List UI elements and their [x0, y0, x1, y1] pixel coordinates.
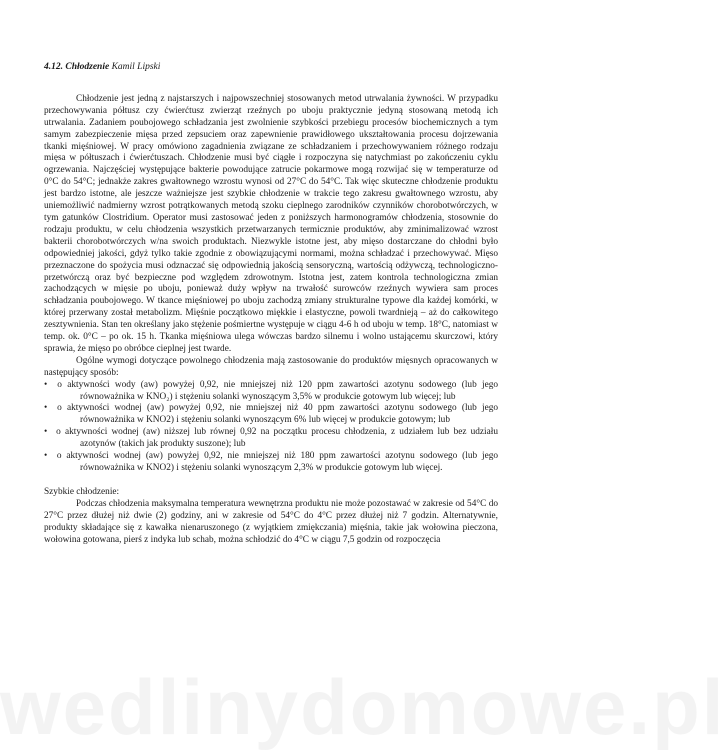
list-item-text: o aktywności wodnej (aw) powyżej 0,92, nie mniejszej niż 180 ppm zawartości azotynu sodowego (lub jego równoważnika w KNO2) i stężeniu solanki wynoszącym 2,3% w produkcie gotowym lub więcej.	[56, 451, 498, 473]
bullet-icon: •	[44, 403, 48, 414]
requirements-intro-paragraph: Ogólne wymogi dotyczące powolnego chłodzenia mają zastosowanie do produktów mięsnych opracowanych w następujący sposób:	[44, 355, 498, 378]
section-title: Chłodzenie	[65, 62, 110, 72]
list-item-text: o aktywności wodnej (aw) niższej lub równej 0,92 na początku procesu chłodzenia, z udziałem lub bez udziału azotynów (takich jak produkty suszone); lub	[56, 427, 498, 450]
list-item	[44, 403, 498, 427]
list-item	[44, 451, 498, 475]
bullet-icon: •	[44, 427, 48, 438]
section-heading	[44, 62, 498, 74]
watermark-text: wedlinydomowe.pl	[0, 663, 725, 751]
final-paragraph: Podczas chłodzenia maksymalna temperatura wewnętrzna produktu nie może pozostawać w zakresie od 54°C do 27°C przez dłużej niż dwie (2) godziny, ani w zakresie od 54°C do 4°C przez dłużej niż 7 godzin. Alternatywnie, produkty składające się z kawałka nienaruszonego (z wyjątkiem zmiękczania) mięśnia, takie jak wołowina pieczona, wołowina gotowana, pierś z indyka lub schab, można schłodzić do 4°C w ciągu 7,5 godzin od rozpoczęcia	[44, 498, 498, 545]
subheading: Szybkie chłodzenie:	[44, 486, 120, 497]
document-page	[44, 62, 498, 546]
requirements-list	[44, 380, 498, 475]
list-item-text: o aktywności wody (aw) powyżej 0,92, nie mniejszej niż 120 ppm zawartości azotynu sodowego (lub jego równoważnika w KNO₂) i stężeniu solanki wynoszącym 3,5% w produkcie gotowym lub więcej; lub	[57, 379, 499, 402]
intro-paragraph: Chłodzenie jest jedną z najstarszych i najpowszechniej stosowanych metod utrwalania żywności. W przypadku przechowywania półtusz czy ćwierćtusz zwierząt rzeźnych po uboju praktycznie jedyną stosowaną metodą ich utrwalania. Zadaniem poubojowego schładzania jest zwolnienie szybkości przebiegu procesów biochemicznych a tym samym zabezpieczenie mięsa przed zepsuciem oraz zapewnienie prawidłowego ukształtowania procesu dojrzewania tkanki mięśniowej. W pracy omówiono zagadnienia związane ze schładzaniem i przechowywaniem różnego rodzaju mięsa w półtuszach i ćwierćtuszach. Chłodzenie musi być ciągłe i rozpoczyna się natychmiast po zakończeniu cyklu ogrzewania. Najczęściej występujące bakterie powodujące zatrucie pokarmowe mogą rozwijać się w temperaturze od 0°C do 54°C; jednakże zakres gwałtownego wzrostu wynosi od 27°C do 54°C. Tak więc skuteczne chłodzenie produktu jest bardzo istotne, ale jeszcze ważniejsze jest szybkie chłodzenie w trakcie tego zakresu gwałtownego wzrostu, aby uniemożliwić nadmierny wzrost potrątkowanych metodą szoku cieplnego zarodników czynników chorobotwórczych, w tym gatunków Clostridium. Operator musi zastosować jeden z poniższych harmonogramów chłodzenia, stosownie do rodzaju produktu, w celu chłodzenia wszystkich przetwarzanych termicznie produktów, aby zminimalizować wzrost bakterii chorobotwórczych w/na swoich produktach. Niezwykle istotne jest, aby mięso dostarczane do chłodni było odpowiedniej jakości, gdyż tylko takie zgodnie z obowiązującymi normami, można schładzać i przechowywać. Mięso przeznaczone do spożycia musi odznaczać się odpowiednią jakością sensoryczną, wartością odżywczą, technologiczno-przetwórczą oraz być bezpieczne pod względem zdrowotnym. Istotna jest, zatem kontrola technologiczna zmian zachodzących w mięsie po uboju, ponieważ duży wpływ na trwałość surowców rzeźnych wywiera sam proces schładzania poubojowego. W tkance mięśniowej po uboju zachodzą zmiany strukturalne typowe dla każdej komórki, w której przerwany został metabolizm. Mięśnie początkowo miękkie i elastyczne, powoli twardnieją – aż do całkowitego zesztywnienia. Stan ten określany jako stężenie pośmiertne występuje w ciągu 4-6 h od uboju w temp. 18°C, natomiast w temp. ok. 0°C – po ok. 15 h. Tkanka mięśniowa ulega wówczas bardzo silnemu i wolno ustającemu skurczowi, który sprawia, że mięso po obróbce cieplnej jest twarde.	[44, 93, 498, 354]
section-author: Kamil Lipski	[111, 62, 161, 72]
bullet-icon: •	[44, 451, 48, 462]
section-number: 4.12.	[44, 62, 63, 72]
bullet-icon: •	[44, 379, 48, 390]
list-item-text: o aktywności wodnej (aw) powyżej 0,92, nie mniejszej niż 40 ppm zawartości azotynu sodowego (lub jego równoważnika w KNO2) i stężeniu solanki wynoszącym 6% lub więcej w produkcie gotowym; lub	[57, 403, 498, 426]
list-item	[44, 380, 498, 404]
list-item	[44, 427, 498, 451]
